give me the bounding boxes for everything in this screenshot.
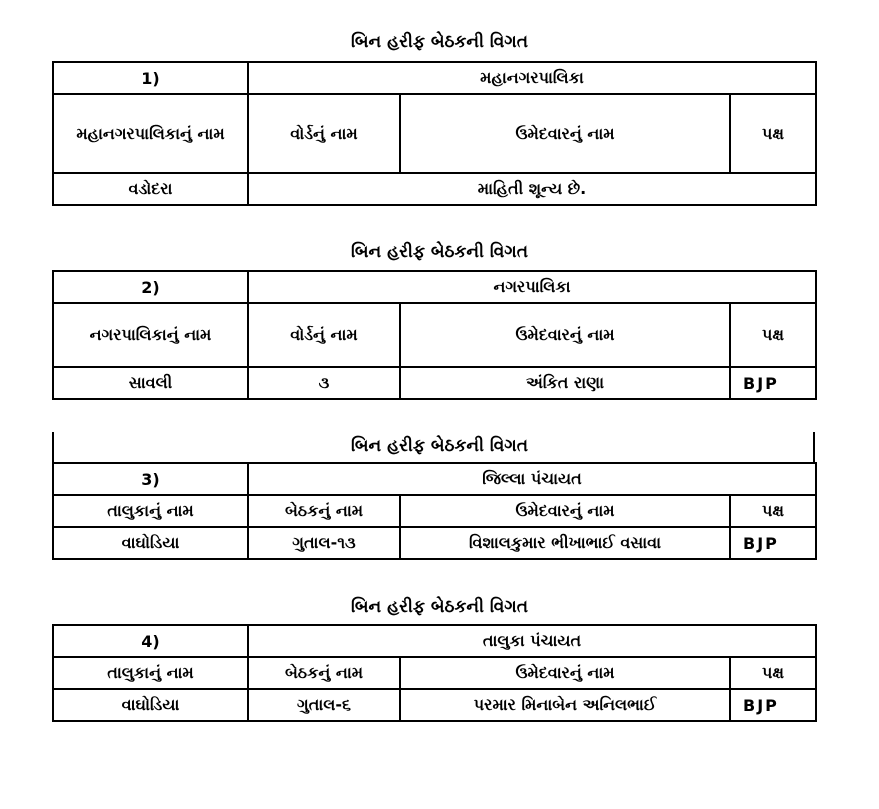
- header-ward: વોર્ડનું નામ: [248, 94, 400, 173]
- section-number: 1): [53, 62, 248, 94]
- section-4-title: બિન હરીફ બેઠકની વિગત: [351, 597, 528, 617]
- header-name: તાલુકાનું નામ: [53, 495, 248, 527]
- row-party: BJP: [730, 689, 816, 721]
- header-name: તાલુકાનું નામ: [53, 657, 248, 689]
- section-4-table: [52, 624, 817, 722]
- section-number: 3): [53, 463, 248, 495]
- section-category: નગરપાલિકા: [248, 271, 816, 303]
- row-note: માહિતી શૂન્ય છે.: [248, 173, 816, 205]
- row-ward: ગુતાલ-૧૩: [248, 527, 400, 559]
- section-3-table: [52, 462, 817, 560]
- row-name: વડોદરા: [53, 173, 248, 205]
- header-party: પક્ષ: [730, 94, 816, 173]
- section-1-title: બિન હરીફ બેઠકની વિગત: [351, 32, 528, 52]
- header-name: મહાનગરપાલિકાનું નામ: [53, 94, 248, 173]
- section-category: તાલુકા પંચાયત: [248, 625, 816, 657]
- section-number: 2): [53, 271, 248, 303]
- row-name: વાઘોડિયા: [53, 689, 248, 721]
- header-party: પક્ષ: [730, 303, 816, 367]
- header-party: પક્ષ: [730, 657, 816, 689]
- header-ward: બેઠકનું નામ: [248, 495, 400, 527]
- section-2-table: [52, 270, 817, 400]
- section-2-title: બિન હરીફ બેઠકની વિગત: [351, 242, 528, 262]
- row-name: સાવલી: [53, 367, 248, 399]
- row-party: BJP: [730, 527, 816, 559]
- header-candidate: ઉમેદવારનું નામ: [400, 303, 730, 367]
- section-category: મહાનગરપાલિકા: [248, 62, 816, 94]
- section-category: જિલ્લા પંચાયત: [248, 463, 816, 495]
- row-candidate: વિશાલકુમાર ભીખાભાઈ વસાવા: [400, 527, 730, 559]
- header-name: નગરપાલિકાનું નામ: [53, 303, 248, 367]
- section-3-title: બિન હરીફ બેઠકની વિગત: [351, 436, 528, 456]
- header-candidate: ઉમેદવારનું નામ: [400, 94, 730, 173]
- header-candidate: ઉમેદવારનું નામ: [400, 657, 730, 689]
- row-name: વાઘોડિયા: [53, 527, 248, 559]
- section-1-table: [52, 61, 817, 206]
- row-candidate: અંકિત રાણા: [400, 367, 730, 399]
- section-number: 4): [53, 625, 248, 657]
- row-ward: ૩: [248, 367, 400, 399]
- row-party: BJP: [730, 367, 816, 399]
- header-ward: વોર્ડનું નામ: [248, 303, 400, 367]
- header-candidate: ઉમેદવારનું નામ: [400, 495, 730, 527]
- row-candidate: પરમાર મિનાબેન અનિલભાઈ: [400, 689, 730, 721]
- header-party: પક્ષ: [730, 495, 816, 527]
- row-ward: ગુતાલ-૬: [248, 689, 400, 721]
- header-ward: બેઠકનું નામ: [248, 657, 400, 689]
